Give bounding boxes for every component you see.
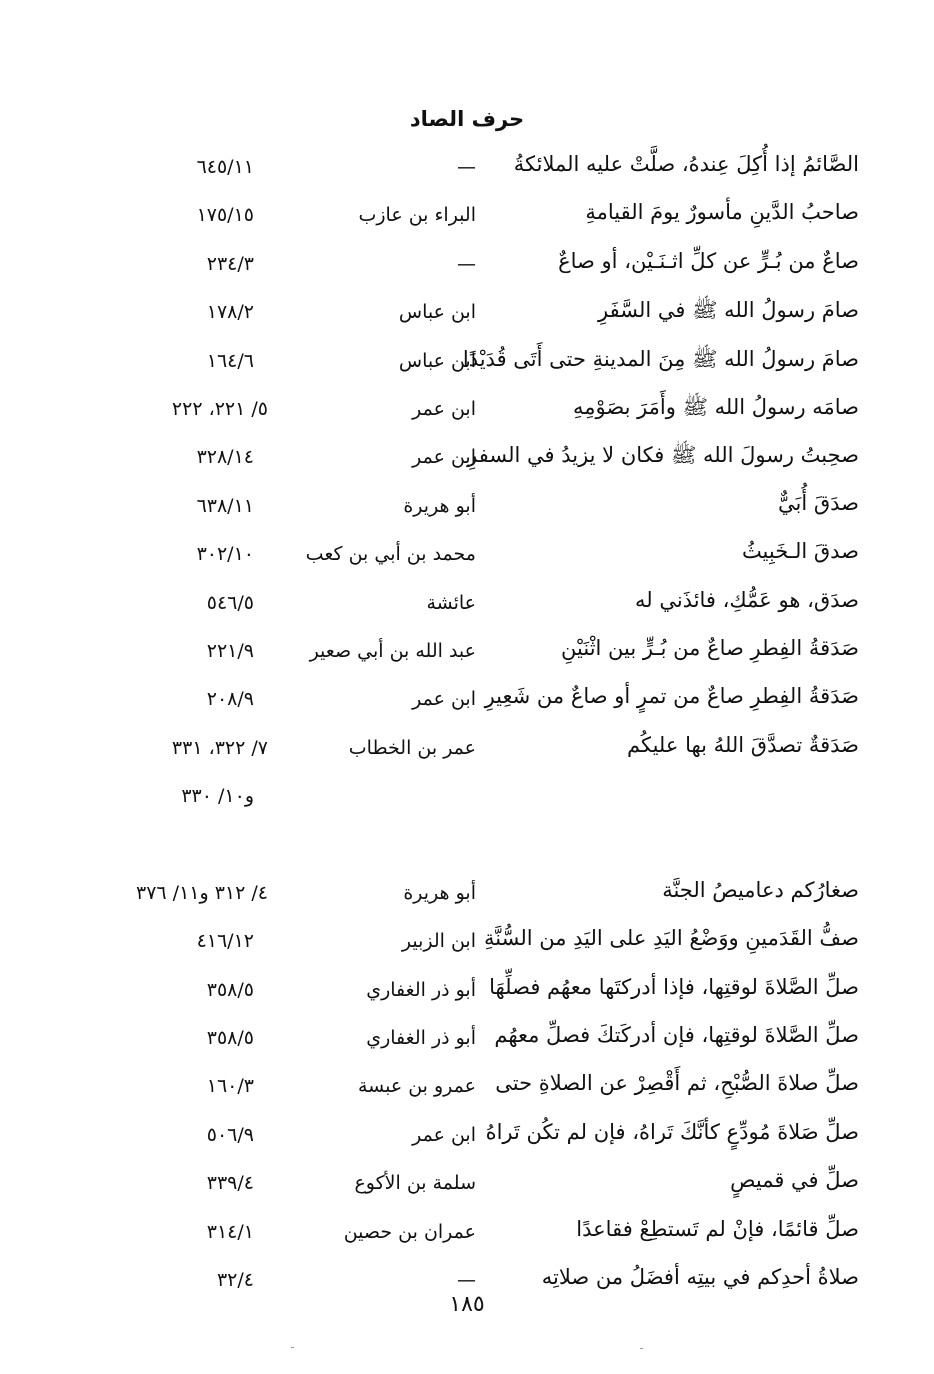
narrator: ابن عمر [412, 446, 476, 469]
narrator: محمد بن أبي بن كعب [305, 543, 476, 566]
hadith-text: صَدَقةُ الفِطرِ صاعٌ من تمرٍ أو صاعٌ من شَعِيرِ [484, 684, 859, 709]
hadith-text: صلِّ الصَّلاةَ لوقتِها، فإذا أدركتَها معهُم فصلِّهَا [489, 974, 859, 999]
section-heading: حرف الصاد [409, 107, 525, 131]
hadith-text: صامَ رسولُ الله ﷺ مِنَ المدينةِ حتى أَتَى قُدَيْدًا [462, 346, 859, 371]
index-row [0, 821, 934, 869]
page-number: ١٨٥ [449, 1292, 485, 1317]
narrator: أبو ذر الغفاري [366, 978, 476, 1001]
volume-page-reference: و١٠/ ٣٣٠ [181, 785, 254, 808]
volume-page-reference: ٤١٦/١٢ [196, 930, 254, 953]
narrator: سلمة بن الأكوع [354, 1172, 476, 1195]
hadith-text: صفُّ القَدَمينِ ووَضْعُ اليَدِ على اليَدِ من السُّنَّةِ [483, 926, 859, 951]
index-row [0, 1209, 934, 1257]
index-row [0, 967, 934, 1015]
hadith-text: صَدَقةُ الفِطرِ صاعٌ من بُـرٍّ بين اثْنَيْنِ [561, 635, 859, 660]
volume-page-reference: ٧/ ٣٢٢، ٣٣١ [171, 736, 268, 759]
hadith-text: صلِّ صَلاةَ مُودِّعٍ كأنَّكَ تَراهُ، فإن لم تكُن تَراهُ [485, 1119, 859, 1144]
narrator: — [457, 1268, 476, 1291]
hadith-text: صلِّ قائمًا، فإنْ لم تَستطِعْ فقاعدًا [576, 1216, 859, 1241]
narrator: — [457, 252, 476, 275]
narrator: عمران بن حصين [343, 1220, 476, 1243]
narrator: ابن عمر [412, 1123, 476, 1146]
index-row [0, 676, 934, 724]
index-row [0, 1160, 934, 1208]
volume-page-reference: ٣٢/٤ [216, 1268, 254, 1291]
narrator: عبد الله بن أبي صعير [309, 639, 476, 662]
index-row [0, 870, 934, 918]
volume-page-reference: ٣٣٩/٤ [206, 1172, 254, 1195]
volume-page-reference: ٣٥٨/٥ [206, 1027, 254, 1050]
index-row [0, 483, 934, 531]
index-row [0, 773, 934, 821]
index-row [0, 531, 934, 579]
volume-page-reference: ٣٢٨/١٤ [196, 446, 254, 469]
hadith-text: صاعٌ من بُـرٍّ عن كلِّ اثـنَـيْن، أو صاعٌ [558, 248, 859, 273]
scan-speck [640, 1348, 643, 1349]
volume-page-reference: ٢٠٨/٩ [206, 688, 254, 711]
hadith-text: صحِبتُ رسولَ الله ﷺ فكان لا يزيدُ في السفرِ [467, 443, 859, 468]
volume-page-reference: ٣٥٨/٥ [206, 978, 254, 1001]
index-row [0, 192, 934, 240]
volume-page-reference: ٢٢١/٩ [206, 639, 254, 662]
narrator: — [457, 156, 476, 178]
narrator: عمرو بن عبسة [357, 1075, 476, 1098]
hadith-text: الصَّائمُ إذا أُكِلَ عِندهُ، صلَّتْ عليه الملائكةُ [513, 152, 859, 176]
hadith-text: صغارُكم دعاميصُ الجنَّة [662, 877, 859, 902]
hadith-text: صامَه رسولُ الله ﷺ وأَمَرَ بصَوْمِهِ [573, 394, 859, 419]
volume-page-reference: ٦٣٨/١١ [196, 494, 254, 517]
narrator: أبو ذر الغفاري [366, 1027, 476, 1050]
volume-page-reference: ١٧٨/٢ [206, 301, 254, 324]
index-row [0, 434, 934, 482]
volume-page-reference: ٣٠٢/١٠ [196, 543, 254, 566]
volume-page-reference: ٦٤٥/١١ [196, 156, 254, 178]
index-row [0, 386, 934, 434]
hadith-text: صدَق، هو عَمُّكِ، فائذَني له [634, 587, 859, 612]
volume-page-reference: ٣١٤/١ [206, 1220, 254, 1243]
index-row [0, 918, 934, 966]
index-row [0, 338, 934, 386]
volume-page-reference: ٥٤٦/٥ [206, 591, 254, 614]
index-row [0, 1063, 934, 1111]
index-row [0, 241, 934, 289]
hadith-text: صدَقَ أُبَيٌّ [777, 490, 859, 515]
index-row [0, 1015, 934, 1063]
hadith-index-list [0, 144, 934, 1305]
narrator: ابن الزبير [401, 930, 476, 953]
hadith-text: صامَ رسولُ الله ﷺ في السَّفَرِ [598, 298, 859, 323]
narrator: ابن عباس [398, 301, 476, 324]
narrator: أبو هريرة [403, 881, 476, 904]
index-row [0, 725, 934, 773]
narrator: البراء بن عازب [358, 204, 476, 227]
narrator: عائشة [426, 591, 476, 614]
volume-page-reference: ٥/ ٢٢١، ٢٢٢ [171, 397, 268, 420]
narrator: ابن عمر [412, 397, 476, 420]
hadith-text: صَدَقةٌ تصدَّقَ اللهُ بها عليكُم [627, 732, 859, 757]
index-row [0, 144, 934, 192]
hadith-text: صلِّ صلاةَ الصُّبْحِ، ثم أَقْصِرْ عن الصلاةِ حتى [495, 1071, 859, 1096]
index-row [0, 580, 934, 628]
hadith-text: صلِّ الصَّلاةَ لوقتِها، فإن أدركَتكَ فصلِّ معهُم [494, 1023, 859, 1048]
index-row [0, 1112, 934, 1160]
hadith-text: صدقَ الـخَبِيثُ [741, 539, 859, 564]
scan-speck [291, 1347, 294, 1348]
volume-page-reference: ١٧٥/١٥ [196, 204, 254, 227]
volume-page-reference: ٥٠٦/٩ [206, 1123, 254, 1146]
hadith-text: صاحبُ الدَّينِ مأسورٌ يومَ القيامةِ [585, 200, 859, 225]
narrator: ابن عباس [398, 349, 476, 372]
hadith-text: صلاةُ أحدِكم في بيتِه أفضَلُ من صلاتِه [541, 1264, 859, 1289]
hadith-text: صلِّ في قميصٍ [730, 1168, 859, 1193]
index-row [0, 628, 934, 676]
narrator: ابن عمر [412, 688, 476, 711]
volume-page-reference: ١٦٤/٦ [206, 349, 254, 372]
volume-page-reference: ٢٣٤/٣ [206, 252, 254, 275]
narrator: عمر بن الخطاب [348, 736, 476, 759]
narrator: أبو هريرة [403, 494, 476, 517]
volume-page-reference: ٤/ ٣١٢ و١١/ ٣٧٦ [135, 881, 268, 904]
index-row [0, 289, 934, 337]
volume-page-reference: ١٦٠/٣ [206, 1075, 254, 1098]
